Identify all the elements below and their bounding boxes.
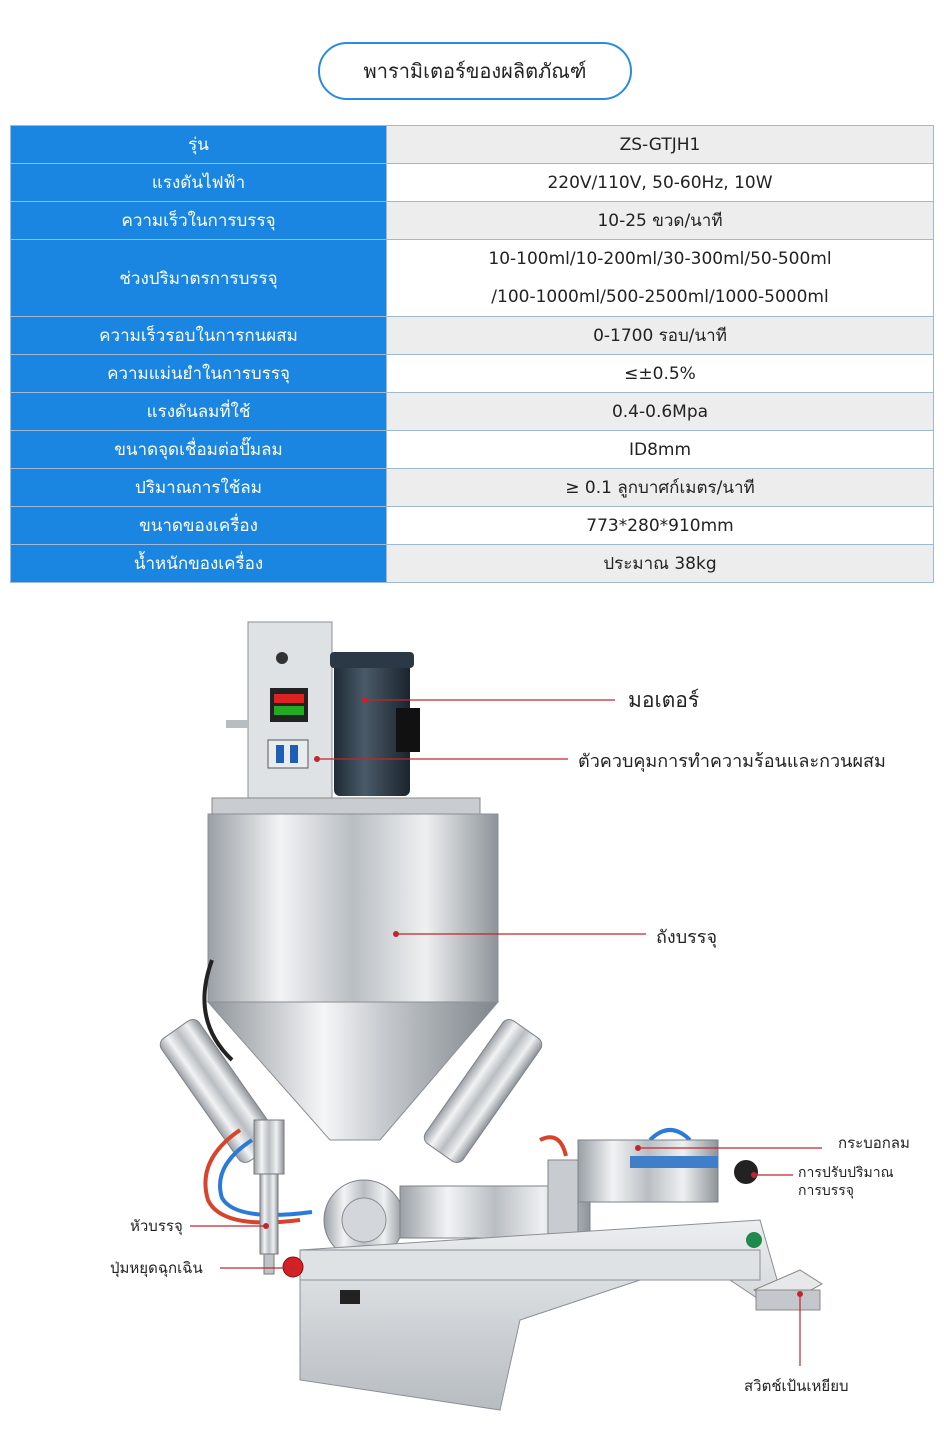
- spec-label: ความเร็วรอบในการกนผสม: [11, 317, 387, 355]
- spec-label: ความแม่นยำในการบรรจุ: [11, 355, 387, 393]
- spec-value: 773*280*910mm: [387, 507, 934, 545]
- callout-hopper: ถังบรรจุ: [656, 927, 717, 948]
- table-row: [11, 317, 934, 355]
- table-row: [11, 240, 934, 317]
- callout-estop: ปุ่มหยุดฉุกเฉิน: [110, 1259, 203, 1277]
- spec-value: 0-1700 รอบ/นาที: [387, 317, 934, 355]
- section-title: พารามิเตอร์ของผลิตภัณฑ์: [318, 42, 632, 100]
- spec-label: ปริมาณการใช้ลม: [11, 469, 387, 507]
- filling-machine-drawing: [0, 600, 944, 1430]
- callout-adjust-line2: การบรรจุ: [798, 1183, 854, 1199]
- spec-label: รุ่น: [11, 126, 387, 164]
- callout-nozzle: หัวบรรจุ: [130, 1217, 183, 1235]
- table-row: [11, 469, 934, 507]
- control-box: [226, 622, 332, 798]
- spec-value-line: /100-1000ml/500-2500ml/1000-5000ml: [491, 287, 829, 307]
- callout-adjust-line1: การปรับปริมาณ: [798, 1165, 894, 1181]
- table-row: [11, 164, 934, 202]
- callout-motor: มอเตอร์: [628, 688, 700, 712]
- table-row: [11, 507, 934, 545]
- callout-pedal: สวิตช์เป้นเหยียบ: [744, 1377, 849, 1395]
- spec-value-line: 10-100ml/10-200ml/30-300ml/50-500ml: [488, 249, 832, 269]
- filling-nozzle: [254, 1120, 284, 1274]
- table-row: [11, 393, 934, 431]
- callout-controller: ตัวควบคุมการทำความร้อนและกวนผสม: [578, 751, 886, 772]
- spec-value: 10-25 ขวด/นาที: [387, 202, 934, 240]
- table-row: [11, 126, 934, 164]
- spec-value: ZS-GTJH1: [387, 126, 934, 164]
- spec-label: ช่วงปริมาตรการบรรจุ: [11, 240, 387, 317]
- spec-value: ID8mm: [387, 431, 934, 469]
- machine-base: [300, 1220, 780, 1410]
- callout-cylinder: กระบอกลม: [838, 1134, 910, 1152]
- spec-table: [10, 125, 934, 583]
- table-row: [11, 355, 934, 393]
- spec-value: [387, 240, 934, 317]
- spec-value: 0.4-0.6Mpa: [387, 393, 934, 431]
- spec-label: น้ำหนักของเครื่อง: [11, 545, 387, 583]
- spec-label: ความเร็วในการบรรจุ: [11, 202, 387, 240]
- spec-label: แรงดันไฟฟ้า: [11, 164, 387, 202]
- motor-body: [330, 652, 420, 796]
- spec-label: ขนาดจุดเชื่อมต่อปั๊มลม: [11, 431, 387, 469]
- machine-illustration: [0, 600, 944, 1430]
- table-row: [11, 202, 934, 240]
- spec-label: แรงดันลมที่ใช้: [11, 393, 387, 431]
- spec-value: ≤±0.5%: [387, 355, 934, 393]
- spec-label: ขนาดของเครื่อง: [11, 507, 387, 545]
- table-row: [11, 545, 934, 583]
- spec-value: ประมาณ 38kg: [387, 545, 934, 583]
- spec-value: ≥ 0.1 ลูกบาศก์เมตร/นาที: [387, 469, 934, 507]
- table-row: [11, 431, 934, 469]
- spec-value: 220V/110V, 50-60Hz, 10W: [387, 164, 934, 202]
